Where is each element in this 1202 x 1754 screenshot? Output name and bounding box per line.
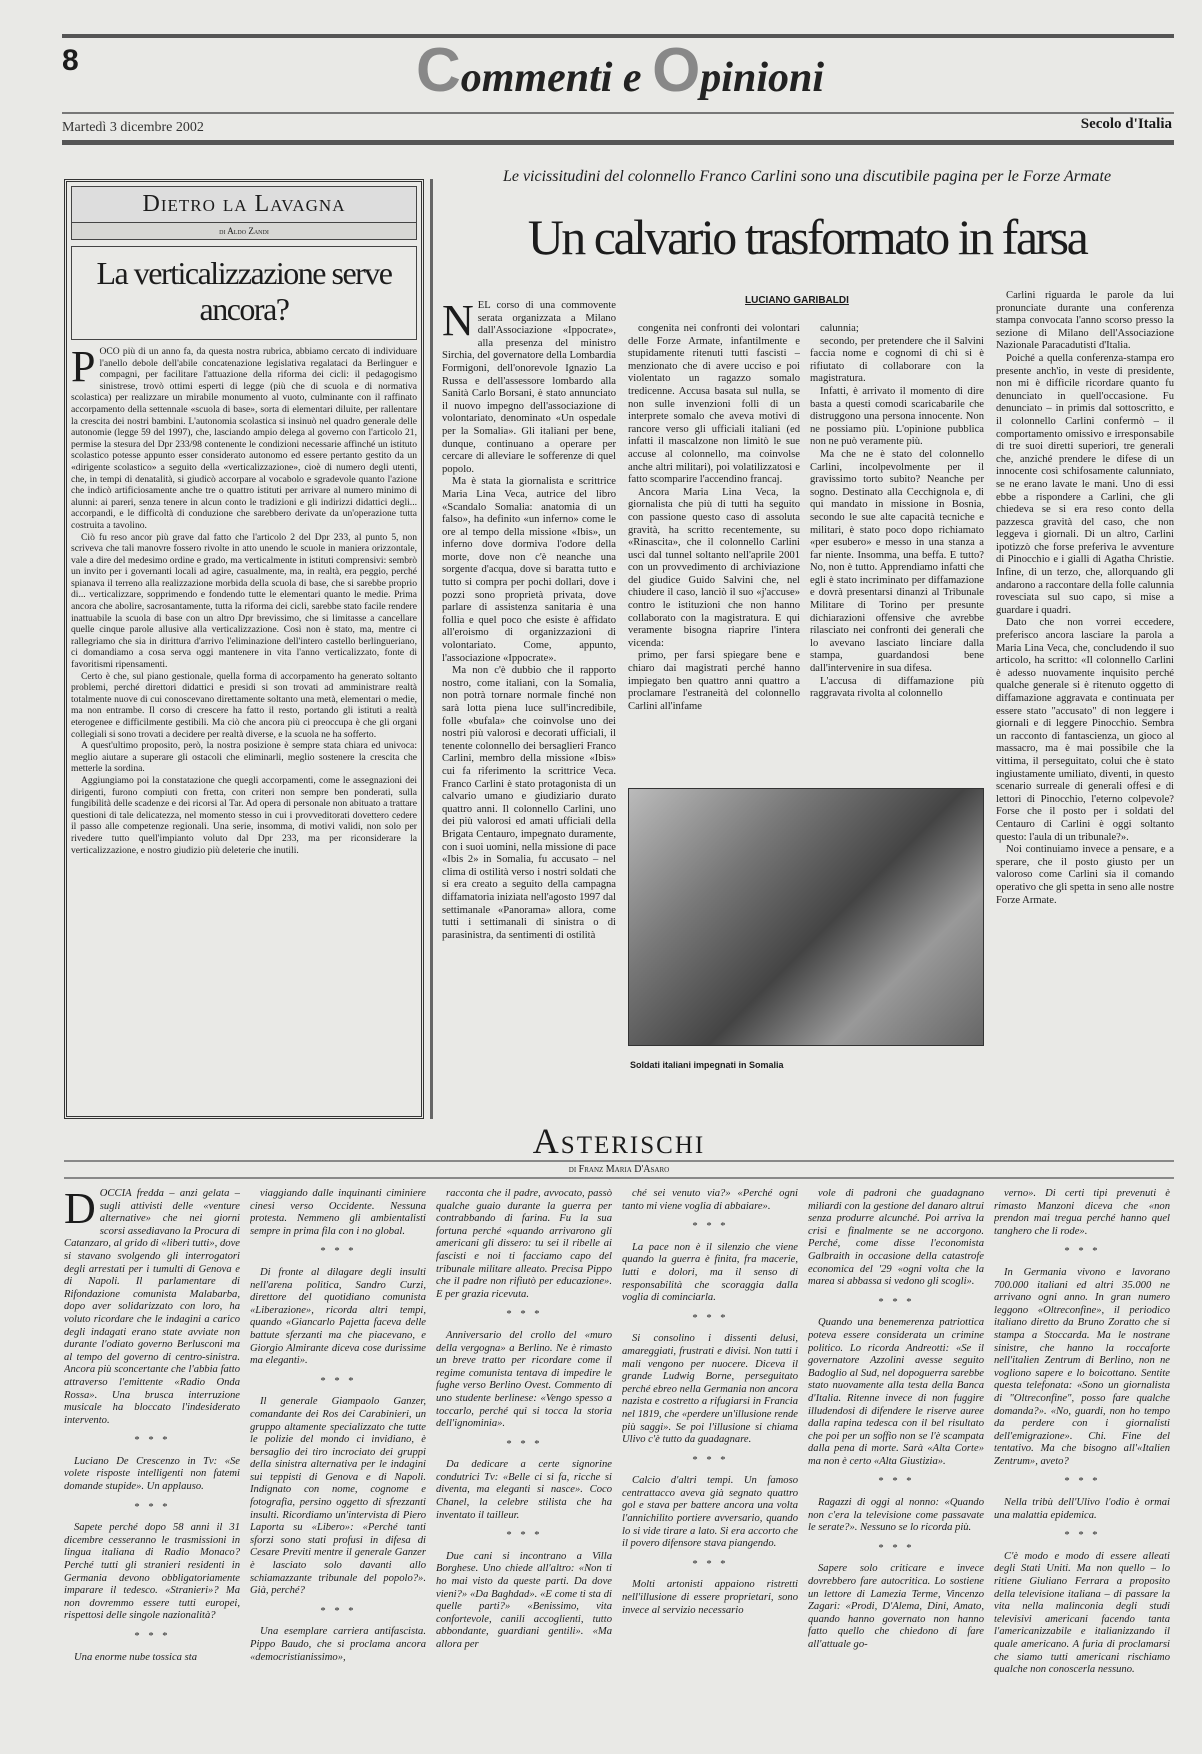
paragraph: L'accusa di diffamazione più raggravata rivolta al colonnello [810, 675, 984, 700]
paragraph: ché sei venuto via?» «Perché ogni tanto mi viene voglia di abbaiare». [622, 1188, 798, 1212]
paragraph: secondo, per pretendere che il Salvini faccia nome e cognomi di chi si è rifiutato di collaborare con la magistratura. [810, 335, 984, 385]
separator: * * * [133, 1501, 171, 1513]
section-initial-c: C [415, 36, 461, 105]
photo-caption: Soldati italiani impegnati in Somalia [630, 1060, 784, 1070]
paragraph: Una enorme nube tossica sta [74, 1651, 197, 1663]
article-headline: Un calvario trasformato in farsa [527, 209, 1087, 265]
paragraph: Dato che non vorrei eccedere, preferisco ancora lasciare la parola a Maria Lina Veca, che, concludendo il suo articolo, ha scritto: «Il colonnello Carlini è adesso nuovamente inquisito perché qualche generale si è ritenuto oggetto di diffamazione aggravata e continuata per essere stato "accusato" di non leggere i giornali e di leggere Pinocchio. Sembra un racconto di fantascienza, un gioco al massacro, ma è mai possibile che la vittima, il perseguitato, colui che è stato ingiustamente umiliato, diventi, in questo scenario surreale di generali offesi e di lettori di Pinocchio, l'eterno colpevole? Forse che il posto per i soldati del Centauro di Carlini è oggi soltanto questo: l'aula di un tribunale?». [996, 617, 1174, 843]
section-title [380, 36, 860, 105]
paragraph: Certo è che, sul piano gestionale, quella forma di accorpamento ha generato soltanto problemi, perché direttori didattici e presidi si son trovati ad amministrare realtà totalmente nuove di cui conoscevano direttamente soltanto una metà, elementari o medie, ma non entrambe. Il corso di crescere ha fatto il resto, portando gli istituti a realtà eterogenee e difficilmente gestibili. Ma ciò che ancora più ci preoccupa è che gli organi collegiali si sono trovati a decidere per realtà diverse, e la scuola ne ha sofferto. [71, 670, 417, 740]
paragraph: Due cani si incontrano a Villa Borghese. Uno chiede all'altro: «Non ti ho mai visto da queste parti. Da dove vieni?» «Da Baghdad». «E come ti sta di quelle parti?» «Benissimo, vita confortevole, canili accoglienti, tutto abbondante, guardiani gentili». «Ma allora per [436, 1550, 612, 1650]
article-column-2 [628, 323, 800, 775]
article-column-3 [810, 323, 984, 775]
separator: * * * [877, 1476, 915, 1488]
separator: * * * [691, 1558, 729, 1570]
separator: * * * [691, 1312, 729, 1324]
drop-cap: N [442, 300, 474, 345]
paragraph: EL corso di una commovente serata organizzata a Milano dall'Associazione «Ippocrate», alla presenza del ministro Sirchia, del governatore della Lombardia Formigoni, dell'onorevole Ignazio La Russa e dell'assessore lombardo alla Sanità Carlo Borsani, è stato annunciato il nuovo impegno dell'associazione di volontariato, denominato «Un ospedale per la Somalia». Gli italiani per bene, dunque, continuano a operare per cercare di alleviare le sofferenze di quel popolo. [442, 300, 616, 475]
paragraph: primo, per farsi spiegare bene e chiaro dai magistrati perché hanno impiegato ben quattro anni quattro a proclamare l'estraneità del colonnello Carlini all'infame [628, 650, 800, 712]
date-rule [62, 140, 1174, 145]
paragraph: Noi continuiamo invece a pensare, e a sperare, che il posto giusto per un valoroso come Carlini sia il comando operativo che gli spetta in seno alle nostre Forze Armate. [996, 844, 1174, 906]
paragraph: Aggiungiamo poi la constatazione che quegli accorpamenti, come le assegnazioni dei dirigenti, furono compiuti con fretta, con criteri non sempre ben ponderati, sulla fungibilità delle scadenze e dei ricorsi al Tar. Ad opera di personale non abituato a trattare questioni di tale delicatezza, nel momento stesso in cui i provveditorati dovettero cedere il passo alle competenze regionali. Una serie, insomma, di motivi validi, non solo per rivedere tutto quell'impianto voluto dal Dpr 233, ma per riconsiderare la verticalizzazione, e nostro giudizio più deleterie che inutili. [71, 774, 417, 856]
column-title: La verticalizzazione serve ancora? [71, 246, 417, 340]
column-author: di Aldo Zandi [71, 223, 417, 240]
drop-cap: D [64, 1188, 96, 1233]
article-byline: LUCIANO GARIBALDI [745, 295, 849, 306]
column-divider [430, 179, 433, 1119]
article-kicker: Le vicissitudini del colonnello Franco Carlini sono una discutibile pagina per le Forze Armate [502, 168, 1112, 185]
paragraph: OCO più di un anno fa, da questa nostra rubrica, abbiamo cercato di individuare l'anello debole dell'abile concatenazione legislativa regalataci da Berlinguer e compagni, per facilitare l'attuazione della riforma dei cicli: il pedagogismo sinistrese, trovò ottimi esperti di legge (più che di scuola e di normativa scolastica) per realizzare un mirabile monumento al vuoto, culminante con il raffinato accorpamento della settennale «scuola di base», sorta di elementari diluite, per rallentare la crescita dei nostri bambini. L'autonomia scolastica si insinuò nel quadro generale delle autonomie (legge 59 del 1997), che, lasciando ampio delega al governo con l'articolo 21, permise la stesura del Dpr 233/98 contenente le condizioni necessarie affinché un istituto scolastico potesse appunto esser considerato autonomo ed essere pertanto gestito da un «dirigente scolastico» a seguito della «verticalizzazione», cioè di numero degli utenti, che, in tempi di denatalità, si giudicò accorpare al vocabolo e sgradevole quanto l'azione che indicò artificiosamente anche tre o quattro istituti per arrivare al numero minimo di alunni: ai pareri, senza tenere in alcun conto le tradizioni e gli indirizzi didattici degli... accorpandi, e le difficoltà di conduzione che sarebbero derivate da un'operazione tutta costruita a tavolino. [71, 346, 417, 531]
paragraph: Ma che ne è stato del colonnello Carlini, incolpevolmente per il gravissimo torto subito? Neanche per sogno. Destinato alla Cecchignola e, di qui mandato in missione in Bosnia, secondo le sue alte capacità tecniche e militari, è stato poco dopo richiamato «per esubero» e messo in una stanza a far niente. Insomma, una beffa. E tutto? No, non è tutto. Apprendiamo infatti che egli è stato incriminato per diffamazione e dovrà presentarsi dinanzi al Tribunale Militare di Torino per presunte dichiarazioni offensive che avrebbe rilasciato nei confronti dei generali che lo avevano lasciato linciare dalla stampa, guardandosi bene dall'intervenire in sua difesa. [810, 448, 984, 675]
separator: * * * [319, 1605, 357, 1617]
separator: * * * [319, 1246, 357, 1258]
paragraph: Ma è stata la giornalista e scrittrice Maria Lina Veca, autrice del libro «Scandalo Somalia: anatomia di un falso», ha definito «un inferno» come le ore al tempo della missione «Ibis», un inferno dove dormiva l'odore della morte, dove non c'è neanche una sorgente d'acqua, dove si baratta tutto e tutto si compra per pochi dollari, dove i pozzi sono proprietà privata, dove parlare di assistenza sanitaria è una follia e quel poco che esiste è affidato all'eroismo di organizzazioni di volontariato. Come, appunto, l'associazione «Ippocrate». [442, 476, 616, 664]
paragraph: Ma non c'è dubbio che il rapporto nostro, come italiani, con la Somalia, non potrà tornare normale finché non sarà lotta piena luce sull'incredibile, folle «bufala» che coinvolse uno dei nostri più valorosi e decorati ufficiali, il tenente colonnello dei bersaglieri Franco Carlini, membro della missione «Ibis» cui fa riferimento la scrittrice Veca. Franco Carlini è stato protagonista di un calvario umano e giudiziario durato quattro anni. Il colonnello Carlini, uno dei più valorosi ed amati ufficiali della Brigata Centauro, impegnato duramente, con i suoi uomini, nella missione di pace «Ibis 2» in Somalia, fu accusato – nel clima di ostilità verso i nostri soldati che si era creato a seguito della campagna diffamatoria iniziata nell'agosto 1997 dal settimanale «Panorama» allora, come tutti i settimanali di sinistra o di parasinistra, da sentimenti di ostilità [442, 665, 616, 941]
paragraph: Infatti, è arrivato il momento di dire basta a questi comodi scaricabarile che distruggono una persona innocente. Non ne possiamo più. L'opinione pubblica non ne può veramente più. [810, 385, 984, 448]
separator: * * * [133, 1631, 171, 1642]
section-initial-o: O [652, 36, 701, 105]
section-text-1: ommenti e [460, 55, 653, 101]
asterischi-column-5 [808, 1188, 984, 1743]
paragraph: Si consolino i dissenti delusi, amareggiati, frustrati e divisi. Non tutti i mali vengono per nuocere. Diceva il grande Ludwig Borne, perseguitato perché ebreo nella Germania non ancora nazista e costretto a rifugiarsi in Francia nel 1819, che «perdere un'illusione rende più saggi». Se poi l'illusione si chiama Ulivo c'è tutto da guadagnare. [622, 1333, 798, 1446]
paragraph: congenita nei confronti dei volontari delle Forze Armate, infantilmente e stupidamente ritenuti tutti fascisti – menzionato che di avere ucciso e poi violentato un ragazzo somalo tredicenne. Accusa basata sul nulla, se non sulle invenzioni folli di un interprete somalo che aveva motivi di rancore verso gli ufficiali italiani (ed infatti il mascalzone non limitò le sue accuse al colonnello, ma coinvolse anche altri militari), poi volatilizzatosi e fatto scomparire l'accendino francaj. [628, 323, 800, 486]
paragraph: Sapere solo criticare e invece dovrebbero fare autocritica. Lo sostiene un lettore di Lamezia Terme, Vincenzo Zagari: «Prodi, D'Alema, Dini, Amato, quando hanno governato non hanno fatto quello che chiedono di fare all'attuale go- [808, 1563, 984, 1650]
paragraph: vole di padroni che guadagnano miliardi con la gestione del danaro altrui senza produrre alcunché. Poi arriva la crisi e finalmente se ne accorgono. Perché, come disse l'economista Galbraith in occasione della catastrofe economica del '29 «ogni volta che la marea si abbassa si vedono gli scogli». [808, 1188, 984, 1288]
article-column-1 [442, 300, 616, 1070]
separator: * * * [505, 1530, 543, 1542]
paragraph: A quest'ultimo proposito, però, la nostra posizione è sempre stata chiara ed univoca: meglio aiutare a superare gli ostacoli che eliminarli, meglio sostenere la crescita che metterle la sordina. [71, 740, 417, 775]
paragraph: Sapete perché dopo 58 anni il 31 dicembre cesseranno le trasmissioni in lingua italiana di Radio Monaco? Perché tutti gli stranieri residenti in Germania devono obbligatoriamente imparare il tedesco. «Stranieri»? Ma non dovremmo essere tutti europei, rispettosi delle singole nazionalità? [64, 1522, 240, 1622]
paragraph: racconta che il padre, avvocato, passò qualche guaio durante la guerra per contrabbando di farina. Fu la sua fortuna perché «quando arrivarono gli americani gli dissero: tu sei il ribelle ai fascisti e noi ti facciamo capo del tribunale militare alleato. Precisa Pippo che il padre non rifiutò per educazione». E per grazia ricevuta. [436, 1188, 612, 1300]
article-column-4 [996, 290, 1174, 1070]
separator: * * * [1063, 1246, 1101, 1258]
paragraph: C'è modo e modo di essere alleati degli Stati Uniti. Ma non quello – lo ritiene Giuliano Ferrara a proposito della televisione italiana – di passare la vita nella malinconia degli studi televisivi americani facendo tanta l'americanizzabile e italianizzando il quale americano. A furia di proclamarsi che siamo tutti americani rischiamo qualche non conoscerla nessuno. [994, 1550, 1170, 1676]
paragraph: Nella tribù dell'Ulivo l'odio è ormai una malattia epidemica. [994, 1497, 1170, 1521]
paragraph: Ciò fu reso ancor più grave dal fatto che l'articolo 2 del Dpr 233, al punto 5, non scriveva che tali manovre fossero rivolte in atto unendo le scuole in maniera orizzontale, vale a dire del medesimo ordine e grado, ma verticalmente in istituti comprensivi: sembrò un invito per i governanti locali ad agire, casualmente, ma, in realtà, era peggio, perché spianava il terreno alla realizzazione morbida della scuola di base, che si sarebbe proprio di... verticalizzare, sopprimendo e fondendo tutte le elementari quanto le medie. Prima ancora che abolire, sacrosantamente, tutta la riforma dei cicli, sarebbe stato facile rendere inattuabile la scuola di base con un altro Dpr brevissimo, che si limitasse a cancellare quelle cinque parole allusive alla verticalizzazione. Così non è stato, ma, mentre ci rallegriamo che sia in dirittura d'arrivo l'eliminazione dell'intero castello berlingueriano, ci domandiamo a cosa serva oggi mantenere in vita l'anno verticalizzato, fonte di favoritismi ripensamenti. [71, 531, 417, 671]
separator: * * * [133, 1435, 171, 1447]
separator: * * * [505, 1438, 543, 1450]
separator: * * * [319, 1375, 357, 1387]
separator: * * * [877, 1296, 915, 1308]
separator: * * * [691, 1221, 729, 1233]
drop-cap: P [71, 346, 96, 391]
asterischi-author: di Franz Maria D'Asaro [64, 1160, 1174, 1179]
separator: * * * [505, 1309, 543, 1321]
issue-date: Martedì 3 dicembre 2002 [62, 120, 204, 135]
separator: * * * [1063, 1530, 1101, 1542]
paragraph: Anniversario del crollo del «muro della vergogna» a Berlino. Ne è rimasto un breve tratto per ricordare come il regime comunista tentava di impedire le fughe verso Berlino Ovest. Commento di uno studente berlinese: «Vengo spesso a toccarlo, perché qui si tocca la storia dell'ignominia». [436, 1329, 612, 1430]
paragraph: Calcio d'altri tempi. Un famoso centrattacco aveva già segnato quattro gol e stava per battere ancora una volta l'annichilito portiere avversario, quando lo si vide tirare a lato. Si era accorto che il povero difensore stava piangendo. [622, 1475, 798, 1550]
top-rule [62, 34, 1174, 38]
paragraph: Il generale Giampaolo Ganzer, comandante dei Ros dei Carabinieri, un gruppo altamente specializzato che tutte le polizie del mondo ci invidiano, è bersaglio dei tiro incrociato dei gruppi della sinistra alternativa per le indagini sui teppisti di Genova e di Napoli. Indignato con nome, cognome e fotografia, persino oggetto di sfrezzanti insulti. Ricordiamo un'intervista di Piero Laporta su «Libero»: «Perché tanti sforzi sono stati profusi in difesa di Cesare Previti mentre il generale Ganzer è lasciato solo davanti allo schiamazzante tribunale del popolo?». Già, perché? [250, 1396, 426, 1597]
paragraph: Ancora Maria Lina Veca, la giornalista che più di tutti ha seguito con passione questo caso di assoluta gravità, ha scritto recentemente, su «Rinascita», che il colonnello Carlini uscì dal tunnel soltanto nell'aprile 2001 con un provvedimento di archiviazione del giudice Guido Salvini che, nel chiudere il caso, lanciò il suo «j'accuse» contro le istituzioni che non hanno collaborato con la magistratura. E qui veramente bisogna riaprire l'intera vicenda: [628, 486, 800, 649]
rubric-title: Dietro la Lavagna [71, 186, 417, 223]
newspaper-name: Secolo d'Italia [1080, 116, 1172, 132]
paragraph: verno». Di certi tipi prevenuti è rimasto Manzoni diceva che «non prendon mai tregua perché hanno quel tanghero che li rode». [994, 1188, 1170, 1237]
column-dietro-la-lavagna [64, 179, 424, 1119]
paragraph: calunnia; [820, 323, 859, 334]
paragraph: Di fronte al dilagare degli insulti nell'arena politica, Sandro Curzi, direttore del quotidiano comunista «Liberazione», ricorda altri tempi, quando «Giancarlo Pajetta faceva delle battute sferzanti ma che piacevano, e Giorgio Almirante diceva cose durissime ma eleganti». [250, 1266, 426, 1367]
asterischi-column-2 [250, 1188, 426, 1743]
asterischi-column-6 [994, 1188, 1170, 1743]
separator: * * * [691, 1454, 729, 1466]
paragraph: Una esemplare carriera antifascista. Pippo Baudo, che si proclama ancora «democristianissimo», [250, 1626, 426, 1663]
paragraph: viaggiando dalle inquinanti ciminiere cinesi verso Occidente. Nessuna protesta. Nemmeno gli ambientalisti sempre in prima fila con i no global. [250, 1188, 426, 1237]
page-number: 8 [62, 44, 79, 77]
separator: * * * [877, 1542, 915, 1554]
column-body [71, 346, 417, 1126]
title-rule [62, 112, 1174, 114]
asterischi-column-3 [436, 1188, 612, 1743]
paragraph: La pace non è il silenzio che viene quando la guerra è finita, fra macerie, lutti e dolori, ma il senso di responsabilità che scoraggia dalla voglia di cominciarla. [622, 1241, 798, 1304]
section-text-2: pinioni [700, 55, 825, 101]
separator: * * * [1063, 1476, 1101, 1488]
paragraph: Luciano De Crescenzo in Tv: «Se volete risposte intelligenti non fatemi domande stupide». Un applauso. [64, 1455, 240, 1493]
paragraph: Molti artonisti appaiono ristretti nell'illusione di essere proprietari, sono invece al servizio necessario [622, 1579, 798, 1616]
asterischi-column-1 [64, 1188, 240, 1743]
paragraph: In Germania vivono e lavorano 700.000 italiani ed altri 35.000 ne arrivano ogni anno. In gran numero leggono «Oltreconfine», il periodico italiano diretto da Bruno Zoratto che si stampa a Stoccarda. Ma le nostrane sinistre, che hanno la roccaforte nell'italien Zentrum di Berlino, non ne vogliono sapere e lo boicottano. Sentite questa telefonata: «Sono un giornalista di "Oltreconfine", posso fare qualche domanda?». «No, guardi, non ho tempo da perdere con i giornalisti dell'emigrazione». Chi. Fine del tentativo. Ma che bisogno all'«Italien Zentrum», aveto? [994, 1266, 1170, 1467]
paragraph: Da dedicare a certe signorine condutrici Tv: «Belle ci si fa, ricche si diventa, ma eleganti si nasce». Coco Chanel, la celebre stilista che ha inventato il tailleur. [436, 1459, 612, 1521]
paragraph: Quando una benemerenza patriottica poteva essere considerata un crimine politico. Lo ricorda Andreotti: «Se il governatore Azzolini avesse seguito Badoglio al Sud, nel dopoguerra sarebbe stato nuovamente alla testa della Banca d'Italia. Ritenne invece di non fuggire illudendosi di difendere le riserve auree dalla rapina tedesca con il bel risultato che poi per un soffio non se l'è scampata dalla pena di morte. Sarà «Alta Corte» ma non è certo «Alta Giustizia». [808, 1317, 984, 1467]
paragraph: OCCIA fredda – anzi gelata – sugli attivisti delle «venture alternative» che nei giorni scorsi assediavano la Procura di Catanzaro, al grido di «liberi tutti», dove si stavano svolgendo gli interrogatori degli arrestati per i tumulti di Genova e di Napoli. Il parlamentare di Rifondazione comunista Malabarba, dopo aver solidarizzato con loro, ha voluto ricordare che le indagini a carico degli indagati erano state avviate non durante l'odiato governo Berlusconi ma al tempo del governo di centro-sinistra. Ancora più sconcertante che l'abbia fatto attraverso l'emittente «Radio Onda Rossa». Una brusca interruzione musicale ha bloccato l'indesiderato intervento. [64, 1188, 240, 1426]
paragraph: Poiché a quella conferenza-stampa ero presente anch'io, in veste di presidente, non mi è difficile ricordare quanto fu denunciato in quell'occasione. Fu denunciato – in primis dal sottoscritto, e il colonnello Carlini confermò – il comportamento omissivo e irresponsabile di tre suoi diretti superiori, tre generali che, anziché prendere le difese di un innocente così schifosamente calunniato, se ne erano lavate le mani. Uno di essi ebbe a rispondere a Carlini, che gli chiedeva se si era reso conto della pazzesca gravità del caso, che non leggeva i giornali. Di un altro, Carlini ipotizzò che forse preferiva le avventure di Pinocchio e i gialli di Agatha Christie. Infine, di un terzo, che, allorquando gli andarono a raccontare della folle calunnia rovesciata sul suo capo, si mise a guardare i quadri. [996, 352, 1174, 616]
photo-soldiers-somalia [628, 788, 984, 1046]
asterischi-title: Asterischi [532, 1121, 706, 1161]
paragraph: Carlini riguarda le parole da lui pronunciate durante una conferenza stampa convocata l'anno scorso presso la sezione di Milano dell'Associazione Nazionale Paracadutisti d'Italia. [996, 290, 1174, 352]
paragraph: Ragazzi di oggi al nonno: «Quando non c'era la televisione come passavate le serate?». Nessuno se lo ricorda più. [808, 1497, 984, 1534]
asterischi-column-4 [622, 1188, 798, 1743]
